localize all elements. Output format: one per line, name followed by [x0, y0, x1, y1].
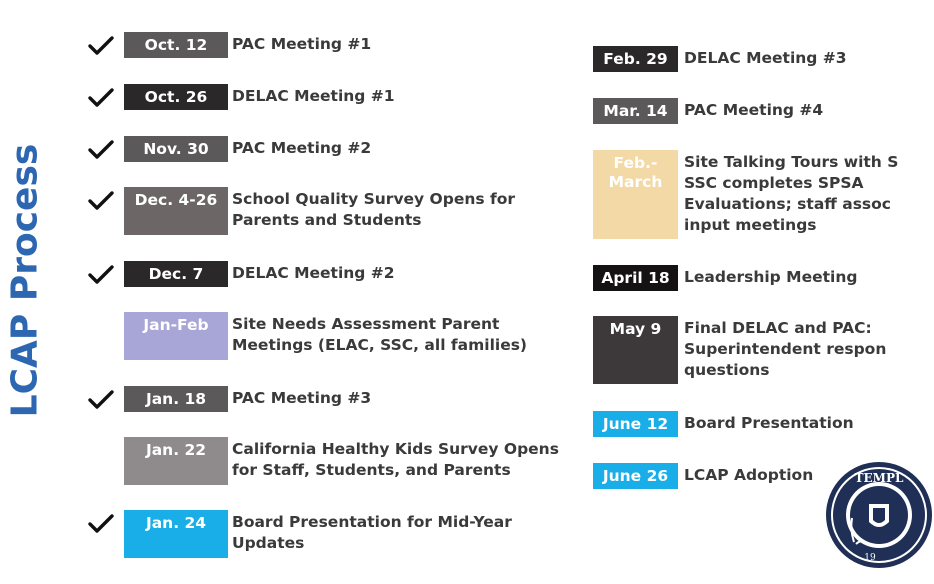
event-line: Leadership Meeting — [684, 268, 858, 286]
event-text — [232, 314, 527, 356]
event-line: Updates — [232, 534, 305, 552]
date-box — [593, 98, 678, 124]
date-label: March — [608, 173, 663, 191]
event-text — [684, 267, 857, 288]
event-text — [684, 152, 898, 236]
event-line: Board Presentation for Mid-Year — [232, 513, 512, 531]
date-box — [593, 316, 678, 384]
event-line: Board Presentation — [684, 414, 854, 432]
date-label: Dec. 7 — [148, 264, 204, 283]
event-line: Site Needs Assessment Parent — [232, 315, 500, 333]
check-icon — [88, 265, 114, 285]
date-box — [593, 463, 678, 489]
date-box — [124, 136, 228, 162]
date-label: Feb.- — [613, 154, 658, 172]
check-icon — [88, 514, 114, 534]
date-label: Feb. 29 — [603, 49, 668, 68]
seal-top-text: TEMPL — [854, 471, 904, 485]
date-box — [593, 411, 678, 437]
date-box — [593, 265, 678, 291]
date-box — [124, 32, 228, 58]
check-icon — [88, 390, 114, 410]
date-box — [124, 84, 228, 110]
event-line: DELAC Meeting #1 — [232, 87, 395, 105]
date-box — [124, 510, 228, 558]
event-text — [232, 263, 395, 284]
event-line: Superintendent respon — [684, 340, 887, 358]
event-text — [232, 388, 371, 409]
event-line: Meetings (ELAC, SSC, all families) — [232, 336, 528, 354]
event-line: Final DELAC and PAC: — [684, 319, 872, 337]
event-line: questions — [684, 361, 770, 379]
event-line: Parents and Students — [232, 211, 422, 229]
date-label: Jan. 24 — [145, 514, 207, 532]
date-label: June 12 — [602, 414, 669, 433]
event-line: DELAC Meeting #3 — [684, 49, 847, 67]
event-line: input meetings — [684, 216, 817, 234]
page-title: LCAP Process — [4, 143, 46, 417]
date-label: Dec. 4-26 — [134, 191, 218, 209]
event-line: PAC Meeting #3 — [232, 389, 372, 407]
event-text — [684, 48, 847, 69]
event-text — [684, 100, 823, 121]
check-icon — [88, 88, 114, 108]
date-box — [124, 437, 228, 485]
date-box — [124, 187, 228, 235]
date-box — [124, 386, 228, 412]
event-line: PAC Meeting #4 — [684, 101, 824, 119]
check-icon — [88, 191, 114, 211]
event-text — [232, 138, 371, 159]
event-text — [232, 439, 559, 481]
page-title-container — [4, 143, 46, 417]
date-label: Oct. 26 — [144, 87, 208, 106]
date-label: Oct. 12 — [144, 35, 208, 54]
event-line: California Healthy Kids Survey Opens — [232, 440, 559, 458]
date-box — [124, 261, 228, 287]
event-text — [684, 465, 813, 486]
event-line: PAC Meeting #2 — [232, 139, 372, 157]
event-line: DELAC Meeting #2 — [232, 264, 395, 282]
event-line: PAC Meeting #1 — [232, 35, 372, 53]
date-box — [593, 150, 678, 239]
date-label: Jan. 18 — [145, 389, 207, 408]
event-text — [232, 34, 371, 55]
event-line: Site Talking Tours with S — [684, 153, 899, 171]
date-label: April 18 — [601, 268, 670, 287]
event-text — [232, 189, 515, 231]
event-line: SSC completes SPSA — [684, 174, 864, 192]
seal-bottom-text: 19 — [864, 553, 876, 563]
event-line: Evaluations; staff assoc — [684, 195, 891, 213]
event-text — [684, 318, 886, 381]
date-label: Jan. 22 — [145, 441, 207, 459]
event-text — [232, 86, 395, 107]
event-text — [684, 413, 854, 434]
event-line: School Quality Survey Opens for — [232, 190, 516, 208]
date-label: June 26 — [602, 466, 669, 485]
event-line: for Staff, Students, and Parents — [232, 461, 511, 479]
event-line: LCAP Adoption — [684, 466, 814, 484]
event-text — [232, 512, 512, 554]
date-label: May 9 — [609, 320, 662, 338]
date-box — [124, 312, 228, 360]
check-icon — [88, 140, 114, 160]
date-label: Nov. 30 — [143, 139, 209, 158]
date-label: Mar. 14 — [603, 101, 668, 120]
check-icon — [88, 36, 114, 56]
district-seal-icon — [824, 460, 934, 570]
date-box — [593, 46, 678, 72]
date-label: Jan-Feb — [143, 316, 209, 334]
